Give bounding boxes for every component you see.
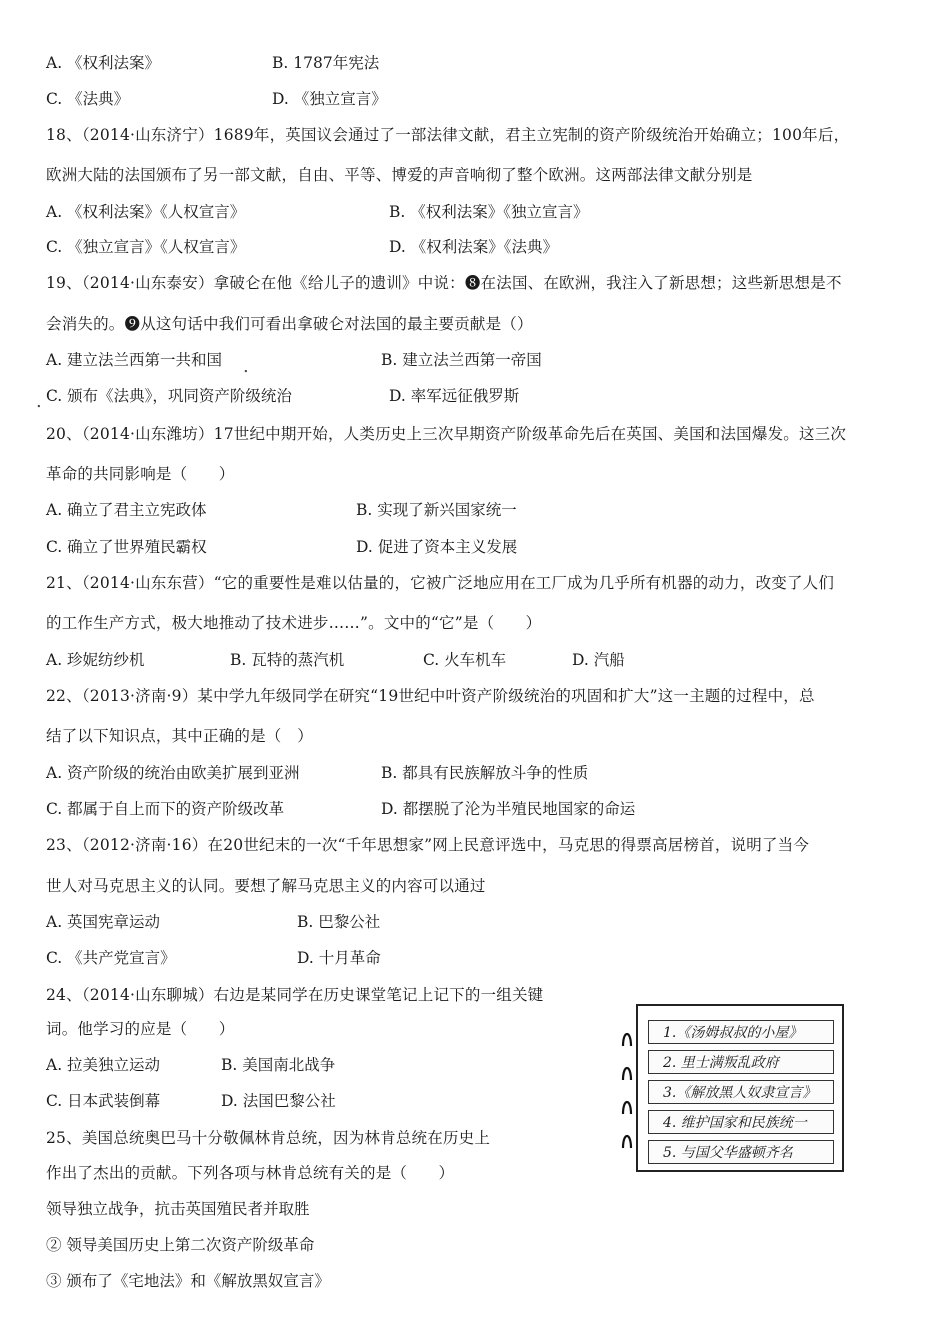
q23-option-b: B. 巴黎公社 bbox=[297, 913, 381, 931]
q18-option-b: B. 《权利法案》《独立宣言》 bbox=[389, 203, 589, 221]
q25-stem-line2: 作出了杰出的贡献。下列各项与林肯总统有关的是（ ） bbox=[46, 1164, 455, 1182]
q21-option-a: A. 珍妮纺纱机 bbox=[46, 651, 145, 669]
q18-option-c: C. 《独立宣言》《人权宣言》 bbox=[46, 238, 246, 256]
q19-option-d: D. 率军远征俄罗斯 bbox=[389, 387, 520, 405]
ring-binder-icon bbox=[620, 1060, 634, 1082]
q19-stem-line2: 会消失的。❾从这句话中我们可看出拿破仑对法国的最主要贡献是（） bbox=[46, 315, 533, 333]
q20-option-b: B. 实现了新兴国家统一 bbox=[356, 501, 517, 519]
notebook-note-4: 4. 维护国家和民族统一 bbox=[648, 1110, 834, 1134]
q17-option-a: A. 《权利法案》 bbox=[46, 54, 161, 72]
q21-option-c: C. 火车机车 bbox=[423, 651, 507, 669]
q20-option-d: D. 促进了资本主义发展 bbox=[356, 538, 518, 556]
q23-option-d: D. 十月革命 bbox=[297, 949, 381, 967]
q22-stem-line2: 结了以下知识点，其中正确的是（ ） bbox=[46, 727, 313, 745]
notebook-figure bbox=[620, 1002, 842, 1170]
ring-binder-icon bbox=[620, 1026, 634, 1048]
q18-stem-line2: 欧洲大陆的法国颁布了另一部文献，自由、平等、博爱的声音响彻了整个欧洲。这两部法律文献分别是 bbox=[46, 166, 753, 184]
q23-stem-line1: 23、（2012·济南·16）在20世纪末的一次“千年思想家”网上民意评选中，马克思的得票高居榜首，说明了当今 bbox=[46, 836, 810, 854]
q19-stem-line1: 19、（2014·山东泰安）拿破仑在他《给儿子的遗训》中说：❽在法国、在欧洲，我注入了新思想；这些新思想是不 bbox=[46, 274, 842, 292]
notebook-note-1: 1.《汤姆叔叔的小屋》 bbox=[648, 1020, 834, 1044]
notebook-note-5: 5. 与国父华盛顿齐名 bbox=[648, 1140, 834, 1164]
stray-dot: . bbox=[36, 391, 42, 412]
q21-option-d: D. 汽船 bbox=[572, 651, 625, 669]
q18-option-d: D. 《权利法案》《法典》 bbox=[389, 238, 558, 256]
stray-dot: . bbox=[243, 356, 249, 377]
q25-statement-1: 领导独立战争，抗击英国殖民者并取胜 bbox=[46, 1200, 310, 1218]
q19-option-b: B. 建立法兰西第一帝国 bbox=[381, 351, 542, 369]
q17-option-c: C. 《法典》 bbox=[46, 90, 130, 108]
q22-option-d: D. 都摆脱了沦为半殖民地国家的命运 bbox=[381, 800, 636, 818]
q19-option-c: C. 颁布《法典》，巩同资产阶级统治 bbox=[46, 387, 292, 405]
q24-option-c: C. 日本武装倒幕 bbox=[46, 1092, 161, 1110]
q25-stem-line1: 25、美国总统奥巴马十分敬佩林肯总统，因为林肯总统在历史上 bbox=[46, 1129, 491, 1147]
q24-stem-line2: 词。他学习的应是（ ） bbox=[46, 1020, 235, 1038]
q22-option-b: B. 都具有民族解放斗争的性质 bbox=[381, 764, 589, 782]
q21-option-b: B. 瓦特的蒸汽机 bbox=[230, 651, 345, 669]
notebook-note-3: 3.《解放黑人奴隶宣言》 bbox=[648, 1080, 834, 1104]
q23-option-c: C. 《共产党宣言》 bbox=[46, 949, 176, 967]
q17-option-b: B. 1787年宪法 bbox=[272, 54, 380, 72]
q21-stem-line1: 21、（2014·山东东营）“它的重要性是难以估量的，它被广泛地应用在工厂成为几乎所有机器的动力，改变了人们 bbox=[46, 574, 835, 592]
q22-option-a: A. 资产阶级的统治由欧美扩展到亚洲 bbox=[46, 764, 300, 782]
q24-option-b: B. 美国南北战争 bbox=[221, 1056, 336, 1074]
q24-option-d: D. 法国巴黎公社 bbox=[221, 1092, 336, 1110]
q20-stem-line1: 20、（2014·山东潍坊）17世纪中期开始，人类历史上三次早期资产阶级革命先后在英国、美国和法国爆发。这三次 bbox=[46, 425, 847, 443]
q20-option-c: C. 确立了世界殖民霸权 bbox=[46, 538, 207, 556]
q20-option-a: A. 确立了君主立宪政体 bbox=[46, 501, 207, 519]
q23-option-a: A. 英国宪章运动 bbox=[46, 913, 161, 931]
q21-stem-line2: 的工作生产方式，极大地推动了技术进步……”。文中的“它”是（ ） bbox=[46, 614, 542, 632]
q23-stem-line2: 世人对马克思主义的认同。要想了解马克思主义的内容可以通过 bbox=[46, 877, 486, 895]
q25-statement-3: ③ 颁布了《宅地法》和《解放黑奴宣言》 bbox=[46, 1272, 330, 1290]
ring-binder-icon bbox=[620, 1128, 634, 1150]
q17-option-d: D. 《独立宣言》 bbox=[272, 90, 387, 108]
q25-statement-2: ② 领导美国历史上第二次资产阶级革命 bbox=[46, 1236, 315, 1254]
q22-stem-line1: 22、（2013·济南·9）某中学九年级同学在研究“19世纪中叶资产阶级统治的巩固和扩大”这一主题的过程中，总 bbox=[46, 687, 815, 705]
notebook-note-2: 2. 里士满叛乱政府 bbox=[648, 1050, 834, 1074]
q18-stem-line1: 18、（2014·山东济宁）1689年，英国议会通过了一部法律文献，君主立宪制的资产阶级统治开始确立；100年后， bbox=[46, 126, 850, 144]
q18-option-a: A. 《权利法案》《人权宣言》 bbox=[46, 203, 246, 221]
q24-option-a: A. 拉美独立运动 bbox=[46, 1056, 161, 1074]
q24-stem-line1: 24、（2014·山东聊城）右边是某同学在历史课堂笔记上记下的一组关键 bbox=[46, 986, 544, 1004]
ring-binder-icon bbox=[620, 1094, 634, 1116]
q22-option-c: C. 都属于自上而下的资产阶级改革 bbox=[46, 800, 285, 818]
q20-stem-line2: 革命的共同影响是（ ） bbox=[46, 465, 235, 483]
q19-option-a: A. 建立法兰西第一共和国 bbox=[46, 351, 223, 369]
